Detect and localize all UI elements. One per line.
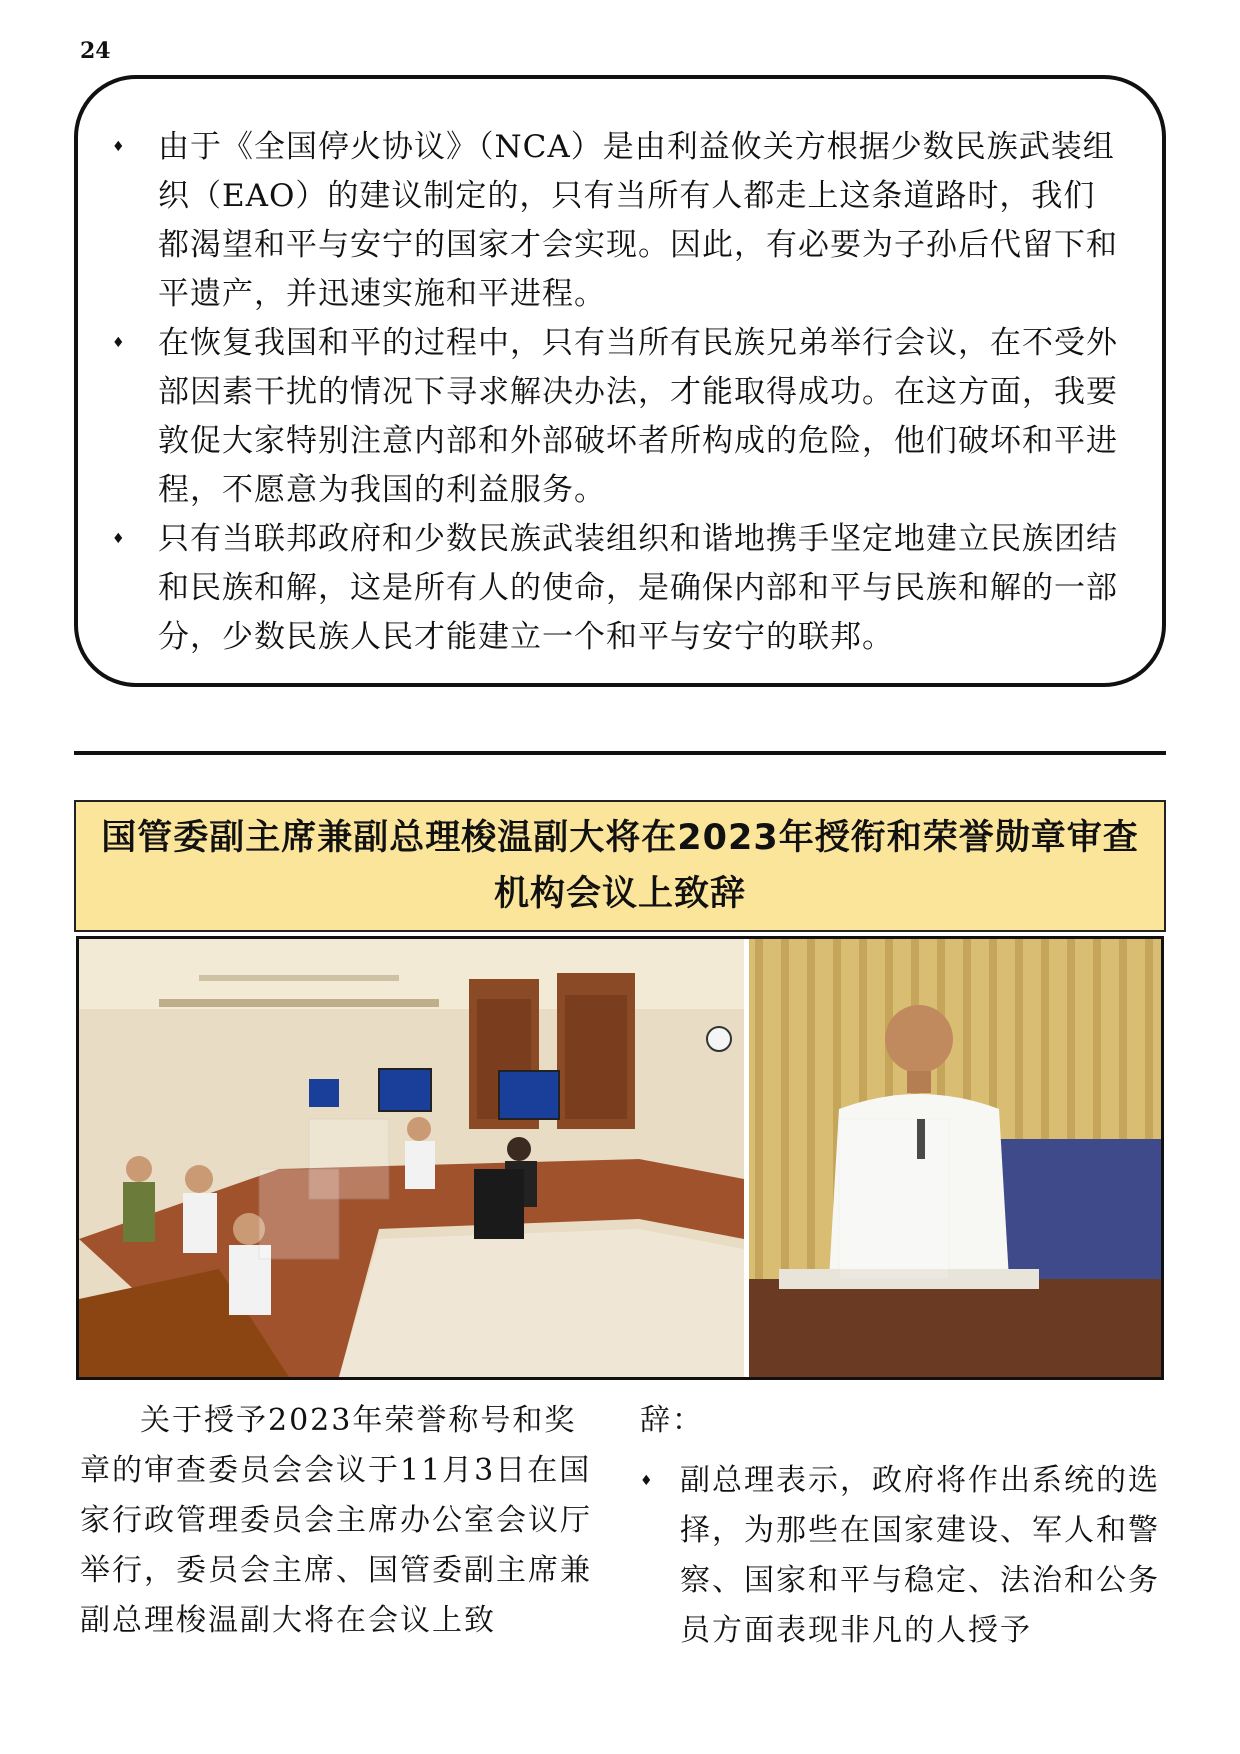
article-body-right [640, 1396, 1160, 1656]
callout-box [74, 75, 1166, 687]
article-headline-box [74, 800, 1166, 932]
section-divider [74, 751, 1166, 755]
callout-bullet-1: ♦ 由于《全国停火协议》（NCA）是由利益攸关方根据少数民族武装组织（EAO）的建议制定的，只有当所有人都走上这条道路时，我们都渴望和平与安宁的国家才会实现。因此，有必要为子孙后代留下和平遗产，并迅速实施和平进程。 [112, 123, 1118, 319]
article-headline [101, 810, 1138, 922]
article-body-continuation: 辞： [640, 1403, 704, 1438]
article-bullet-1: ♦ 副总理表示，政府将作出系统的选择，为那些在国家建设、军人和警察、国家和平与稳定、法治和公务员方面表现非凡的人授予 [640, 1456, 1160, 1656]
article-body-left [80, 1396, 600, 1646]
callout-bullet-2: ♦ 在恢复我国和平的过程中，只有当所有民族兄弟举行会议，在不受外部因素干扰的情况下寻求解决办法，才能取得成功。在这方面，我要敦促大家特别注意内部和外部破坏者所构成的危险，他们破坏和平进程，不愿意为我国的利益服务。 [112, 319, 1118, 515]
article-photos [76, 936, 1164, 1380]
page-number: 24 [80, 38, 111, 64]
article-bullet-list [640, 1456, 1160, 1656]
meeting-room-photo [79, 939, 744, 1377]
article-body-paragraph: 关于授予2023年荣誉称号和奖章的审查委员会会议于11月3日在国家行政管理委员会主席办公室会议厅举行，委员会主席、国管委副主席兼副总理梭温副大将在会议上致 [80, 1403, 592, 1638]
callout-bullet-list [112, 123, 1118, 662]
headline-line-2: 机构会议上致辞 [493, 874, 746, 914]
headline-line-1: 国管委副主席兼副总理梭温副大将在2023年授衔和荣誉勋章审查 [101, 818, 1139, 858]
callout-bullet-3: ♦ 只有当联邦政府和少数民族武装组织和谐地携手坚定地建立民族团结和民族和解，这是所有人的使命，是确保内部和平与民族和解的一部分，少数民族人民才能建立一个和平与安宁的联邦。 [112, 515, 1118, 662]
speaker-photo [749, 939, 1161, 1377]
